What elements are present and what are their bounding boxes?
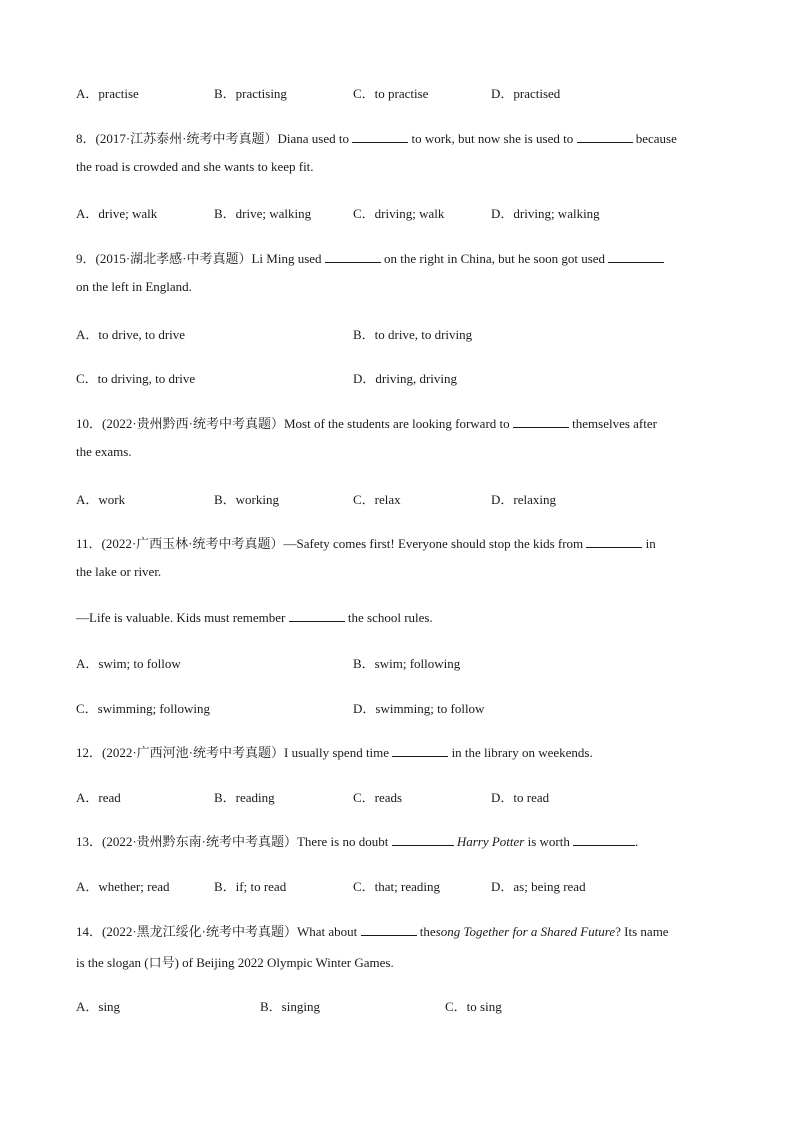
q10-stem-part1: 10．(2022·贵州黔西·统考中考真题）Most of the students are looking forward to: [76, 416, 510, 431]
q11-stem-line1: [76, 533, 656, 552]
q12-option-c[interactable]: C．reads: [353, 790, 403, 805]
q11-stem-part2: in: [645, 536, 656, 551]
q12-option-b[interactable]: B．reading: [214, 790, 275, 805]
q13-stem-part2: is worth: [527, 834, 570, 849]
q12-option-a[interactable]: A．read: [76, 790, 121, 805]
q10-option-b[interactable]: B．working: [214, 492, 280, 507]
q11-stem-line3: [76, 609, 433, 626]
q11-blank-1[interactable]: [586, 535, 642, 548]
q14-option-b[interactable]: B．singing: [260, 999, 320, 1014]
q10-stem-part2: themselves after: [572, 416, 657, 431]
q9-stem-part1: 9．(2015·湖北孝感·中考真题）Li Ming used: [76, 251, 322, 266]
q14-stem-part2: the: [419, 924, 436, 939]
q13-option-a[interactable]: A．whether; read: [76, 879, 170, 894]
q13-option-d[interactable]: D．as; being read: [491, 879, 586, 894]
q10-option-c[interactable]: C．relax: [353, 492, 401, 507]
q13-option-c[interactable]: C．that; reading: [353, 879, 441, 894]
q13-stem-period: .: [635, 834, 639, 849]
q9-blank-2[interactable]: [608, 250, 664, 263]
q9-blank-1[interactable]: [325, 250, 381, 263]
q14-stem-part3: ? Its name: [615, 924, 669, 939]
q11-option-a[interactable]: A．swim; to follow: [76, 656, 181, 671]
q14-option-c[interactable]: C．to sing: [445, 999, 502, 1014]
q14-song-title: song Together for a Shared Future: [435, 924, 616, 939]
q10-option-d[interactable]: D．relaxing: [491, 492, 556, 507]
q8-stem-line2: the road is crowded and she wants to keep fit.: [76, 159, 314, 174]
q9-option-c[interactable]: C．to driving, to drive: [76, 371, 196, 386]
q13-blank-1[interactable]: [392, 833, 454, 846]
q12-stem-part1: 12．(2022·广西河池·统考中考真题）I usually spend time: [76, 745, 390, 760]
q13-stem-line1: [76, 831, 638, 850]
q11-blank-2[interactable]: [289, 609, 345, 622]
q13-book-title: Harry Potter: [456, 834, 525, 849]
q8-stem-part1: 8．(2017·江苏泰州·统考中考真题）Diana used to: [76, 131, 349, 146]
q12-stem-part2: in the library on weekends.: [451, 745, 593, 760]
q10-stem-line1: [76, 413, 657, 432]
q11-option-d[interactable]: D．swimming; to follow: [353, 701, 485, 716]
q13-option-b[interactable]: B．if; to read: [214, 879, 287, 894]
q8-blank-1[interactable]: [352, 130, 408, 143]
q13-blank-2[interactable]: [573, 833, 635, 846]
q8-stem-part2: to work, but now she is used to: [411, 131, 574, 146]
q8-stem-part3: because: [635, 131, 677, 146]
q7-option-b[interactable]: B．practising: [214, 86, 287, 101]
q13-stem-part1: 13．(2022·贵州黔东南·统考中考真题）There is no doubt: [76, 834, 389, 849]
q10-stem-line2: the exams.: [76, 444, 132, 459]
q9-option-d[interactable]: D．driving, driving: [353, 371, 457, 386]
q7-option-d[interactable]: D．practised: [491, 86, 561, 101]
q11-stem-part3: —Life is valuable. Kids must remember: [76, 610, 286, 625]
q8-option-a[interactable]: A．drive; walk: [76, 206, 158, 221]
q8-stem-line1: [76, 128, 677, 147]
q12-stem-line1: [76, 742, 593, 761]
q7-option-a[interactable]: A．practise: [76, 86, 139, 101]
q11-stem-part4: the school rules.: [347, 610, 433, 625]
q9-stem-part2: on the right in China, but he soon got used: [384, 251, 606, 266]
q14-stem-part1: 14．(2022·黑龙江绥化·统考中考真题）What about: [76, 924, 358, 939]
q14-blank-1[interactable]: [361, 923, 417, 936]
q9-stem-line2: on the left in England.: [76, 279, 192, 294]
q11-stem-line2: the lake or river.: [76, 564, 162, 579]
q8-option-d[interactable]: D．driving; walking: [491, 206, 600, 221]
q8-blank-2[interactable]: [577, 130, 633, 143]
q12-option-d[interactable]: D．to read: [491, 790, 550, 805]
q9-stem-line1: [76, 248, 664, 267]
q14-stem-line2: is the slogan (口号) of Beijing 2022 Olympic Winter Games.: [76, 955, 394, 970]
q8-option-b[interactable]: B．drive; walking: [214, 206, 312, 221]
q10-option-a[interactable]: A．work: [76, 492, 126, 507]
q10-blank-1[interactable]: [513, 415, 569, 428]
q14-stem-line1: [76, 921, 669, 940]
q9-option-b[interactable]: B．to drive, to driving: [353, 327, 473, 342]
q11-option-b[interactable]: B．swim; following: [353, 656, 461, 671]
q14-option-a[interactable]: A．sing: [76, 999, 121, 1014]
q12-blank-1[interactable]: [392, 744, 448, 757]
q8-option-c[interactable]: C．driving; walk: [353, 206, 445, 221]
q11-option-c[interactable]: C．swimming; following: [76, 701, 210, 716]
q11-stem-part1: 11．(2022·广西玉林·统考中考真题）—Safety comes first! Everyone should stop the kids from: [76, 536, 584, 551]
q9-option-a[interactable]: A．to drive, to drive: [76, 327, 186, 342]
q7-option-c[interactable]: C．to practise: [353, 86, 429, 101]
